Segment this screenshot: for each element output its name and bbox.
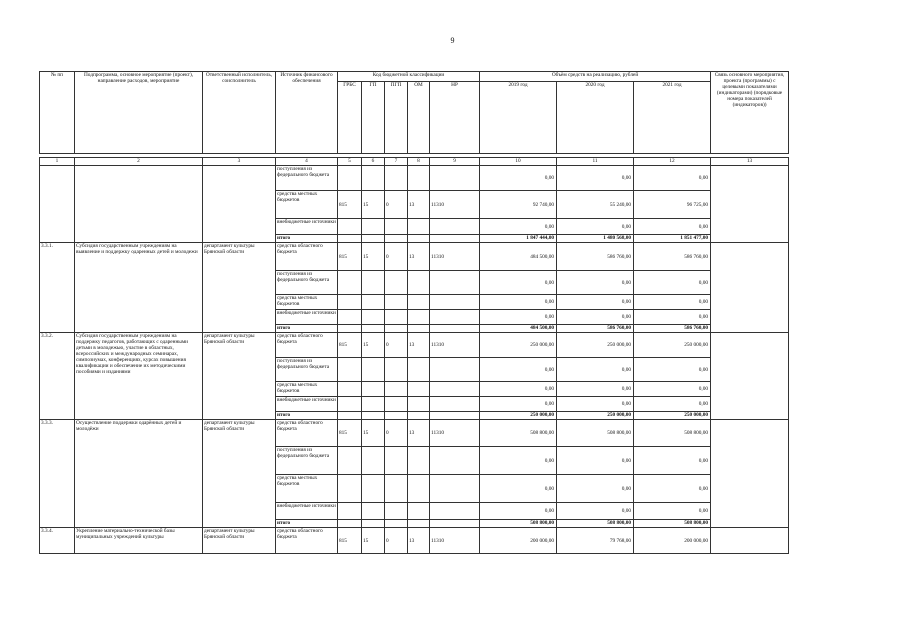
col-number: 5 — [338, 158, 362, 166]
amount-cell: 0,00 — [557, 503, 634, 520]
code-cell: 0 — [385, 420, 408, 447]
header-2020: 2020 год — [557, 82, 634, 154]
header-pgp: ПГП — [385, 82, 408, 154]
source-cell: внебюджетные источники — [276, 310, 338, 325]
item-name: Субсидия государственным учреждениям на выявление и поддержку одаренных детей и молодежи — [75, 243, 203, 333]
amount-cell: 586 760,00 — [634, 243, 711, 271]
empty-cell — [203, 166, 276, 243]
source-total: итого — [276, 412, 338, 420]
item-executor: департамент культуры Брянской области — [203, 243, 276, 333]
code-cell: 11310 — [430, 420, 480, 447]
amount-cell: 0,00 — [634, 166, 711, 191]
header-amount: Объём средств на реализацию, рублей — [480, 72, 711, 82]
code-cell: 815 — [338, 528, 362, 554]
source-total: итого — [276, 235, 338, 243]
budget-table — [39, 71, 789, 554]
amount-cell: 508 800,00 — [634, 420, 711, 447]
total-cell: 508 800,00 — [480, 520, 557, 528]
source-total: итого — [276, 325, 338, 333]
amount-cell: 0,00 — [480, 219, 557, 235]
source-cell: средства областного бюджета — [276, 420, 338, 447]
amount-cell: 0,00 — [557, 219, 634, 235]
code-cell: 13 — [408, 333, 430, 358]
header-source: Источник финансового обеспечения — [276, 72, 338, 154]
amount-cell: 0,00 — [634, 503, 711, 520]
amount-cell: 0,00 — [634, 475, 711, 503]
amount-cell: 586 760,00 — [557, 243, 634, 271]
amount-cell: 0,00 — [480, 447, 557, 475]
amount-cell: 0,00 — [480, 310, 557, 325]
code-cell: 11310 — [430, 191, 480, 219]
amount-cell: 250 000,00 — [557, 333, 634, 358]
source-cell: средства местных бюджетов — [276, 382, 338, 397]
amount-cell: 508 800,00 — [480, 420, 557, 447]
code-cell: 815 — [338, 243, 362, 271]
amount-cell: 0,00 — [480, 503, 557, 520]
amount-cell: 0,00 — [634, 382, 711, 397]
code-cell: 0 — [385, 243, 408, 271]
amount-cell: 55 240,00 — [557, 191, 634, 219]
total-cell: 1 480 568,00 — [557, 235, 634, 243]
code-cell: 13 — [408, 191, 430, 219]
source-cell: поступления из федерального бюджета — [276, 271, 338, 295]
code-cell: 11310 — [430, 333, 480, 358]
amount-cell: 250 000,00 — [634, 333, 711, 358]
header-no: № пп — [40, 72, 75, 154]
source-cell: средства местных бюджетов — [276, 191, 338, 219]
total-cell: 586 760,00 — [634, 325, 711, 333]
total-cell: 586 760,00 — [557, 325, 634, 333]
amount-cell: 0,00 — [557, 166, 634, 191]
total-cell: 484 500,00 — [480, 325, 557, 333]
source-cell: средства местных бюджетов — [276, 475, 338, 503]
item-number: 3.3.1. — [40, 243, 75, 333]
source-cell: средства местных бюджетов — [276, 295, 338, 310]
code-cell: 15 — [362, 243, 385, 271]
source-cell: средства областного бюджета — [276, 333, 338, 358]
code-cell: 0 — [385, 528, 408, 554]
item-name: Осуществление поддержки одарённых детей и молодёжи — [75, 420, 203, 528]
code-cell: 15 — [362, 528, 385, 554]
amount-cell: 0,00 — [480, 271, 557, 295]
header-2019: 2019 год — [480, 82, 557, 154]
header-gp: ГП — [362, 82, 385, 154]
code-cell: 11310 — [430, 528, 480, 554]
amount-cell: 0,00 — [557, 310, 634, 325]
code-cell: 13 — [408, 528, 430, 554]
total-cell: 250 000,00 — [557, 412, 634, 420]
page-number: 9 — [450, 36, 455, 45]
code-cell: 13 — [408, 420, 430, 447]
amount-cell: 0,00 — [557, 382, 634, 397]
item-number: 3.3.3. — [40, 420, 75, 528]
total-cell: 250 000,00 — [634, 412, 711, 420]
source-cell: поступления из федерального бюджета — [276, 358, 338, 382]
col-number: 12 — [634, 158, 711, 166]
amount-cell: 0,00 — [480, 358, 557, 382]
item-number: 3.3.4. — [40, 528, 75, 554]
col-number: 9 — [430, 158, 480, 166]
code-cell: 815 — [338, 420, 362, 447]
code-cell: 15 — [362, 333, 385, 358]
item-executor: департамент культуры Брянской области — [203, 528, 276, 554]
amount-cell: 0,00 — [557, 271, 634, 295]
amount-cell: 0,00 — [634, 310, 711, 325]
code-cell: 11310 — [430, 243, 480, 271]
empty-cell — [75, 166, 203, 243]
source-cell: средства областного бюджета — [276, 243, 338, 271]
amount-cell: 0,00 — [557, 358, 634, 382]
code-cell: 0 — [385, 191, 408, 219]
amount-cell: 0,00 — [557, 447, 634, 475]
col-number: 13 — [711, 158, 789, 166]
amount-cell: 0,00 — [634, 358, 711, 382]
header-link: Связь основного мероприятия, проекта (программы) с целевыми показателями (индикаторами) (порядковые номера показателей (индикаторов)) — [711, 72, 789, 154]
source-cell: поступления из федерального бюджета — [276, 447, 338, 475]
code-cell: 15 — [362, 420, 385, 447]
amount-cell: 0,00 — [634, 447, 711, 475]
code-cell: 815 — [338, 191, 362, 219]
header-budget-code: Код бюджетной классификации — [338, 72, 480, 82]
col-number: 4 — [276, 158, 338, 166]
item-name: Субсидия государственным учреждениям на поддержку педагогов, работающих с одаренными детьми в молодежью, участие в областных, всероссийских и международных семинарах, симпозиумах, конференциях, курсах повышения квалификации и обеспечение их методическими пособиями и изданиями — [75, 333, 203, 420]
header-grbs: ГРБС — [338, 82, 362, 154]
amount-cell: 200 000,00 — [480, 528, 557, 554]
total-cell: 1 851 477,00 — [634, 235, 711, 243]
col-number: 7 — [385, 158, 408, 166]
source-cell: поступления из федерального бюджета — [276, 166, 338, 191]
amount-cell: 96 725,00 — [634, 191, 711, 219]
header-executor: Ответственный исполнитель, соисполнитель — [203, 72, 276, 154]
amount-cell: 0,00 — [634, 397, 711, 412]
amount-cell: 484 500,00 — [480, 243, 557, 271]
source-total: итого — [276, 520, 338, 528]
header-program: Подпрограмма, основное мероприятие (проект), направление расходов, мероприятие — [75, 72, 203, 154]
header-2021: 2021 год — [634, 82, 711, 154]
amount-cell: 0,00 — [557, 295, 634, 310]
col-number: 11 — [557, 158, 634, 166]
item-number: 3.3.2. — [40, 333, 75, 420]
empty-cell — [40, 166, 75, 243]
source-cell: внебюджетные источники — [276, 219, 338, 235]
total-cell: 250 000,00 — [480, 412, 557, 420]
col-number: 8 — [408, 158, 430, 166]
source-cell: внебюджетные источники — [276, 503, 338, 520]
item-executor: департамент культуры Брянской области — [203, 333, 276, 420]
amount-cell: 250 000,00 — [480, 333, 557, 358]
amount-cell: 92 740,00 — [480, 191, 557, 219]
col-number: 3 — [203, 158, 276, 166]
col-number: 10 — [480, 158, 557, 166]
total-cell: 508 800,00 — [634, 520, 711, 528]
source-cell: средства областного бюджета — [276, 528, 338, 554]
total-cell: 508 800,00 — [557, 520, 634, 528]
amount-cell: 0,00 — [634, 271, 711, 295]
header-np: НР — [430, 82, 480, 154]
code-cell: 815 — [338, 333, 362, 358]
amount-cell: 0,00 — [557, 397, 634, 412]
source-cell: внебюджетные источники — [276, 397, 338, 412]
amount-cell: 0,00 — [480, 382, 557, 397]
amount-cell: 508 800,00 — [557, 420, 634, 447]
amount-cell: 0,00 — [480, 166, 557, 191]
code-cell: 0 — [385, 333, 408, 358]
amount-cell: 0,00 — [634, 295, 711, 310]
amount-cell: 0,00 — [634, 219, 711, 235]
header-om: ОМ — [408, 82, 430, 154]
amount-cell: 200 000,00 — [634, 528, 711, 554]
amount-cell: 0,00 — [480, 295, 557, 310]
col-number: 6 — [362, 158, 385, 166]
total-cell: 1 847 444,00 — [480, 235, 557, 243]
item-name: Укрепление материально-технической базы муниципальных учреждений культуры — [75, 528, 203, 554]
code-cell: 15 — [362, 191, 385, 219]
item-executor: департамент культуры Брянской области — [203, 420, 276, 528]
amount-cell: 0,00 — [557, 475, 634, 503]
col-number: 1 — [40, 158, 75, 166]
col-number: 2 — [75, 158, 203, 166]
amount-cell: 0,00 — [480, 475, 557, 503]
code-cell: 13 — [408, 243, 430, 271]
amount-cell: 0,00 — [480, 397, 557, 412]
amount-cell: 79 768,00 — [557, 528, 634, 554]
